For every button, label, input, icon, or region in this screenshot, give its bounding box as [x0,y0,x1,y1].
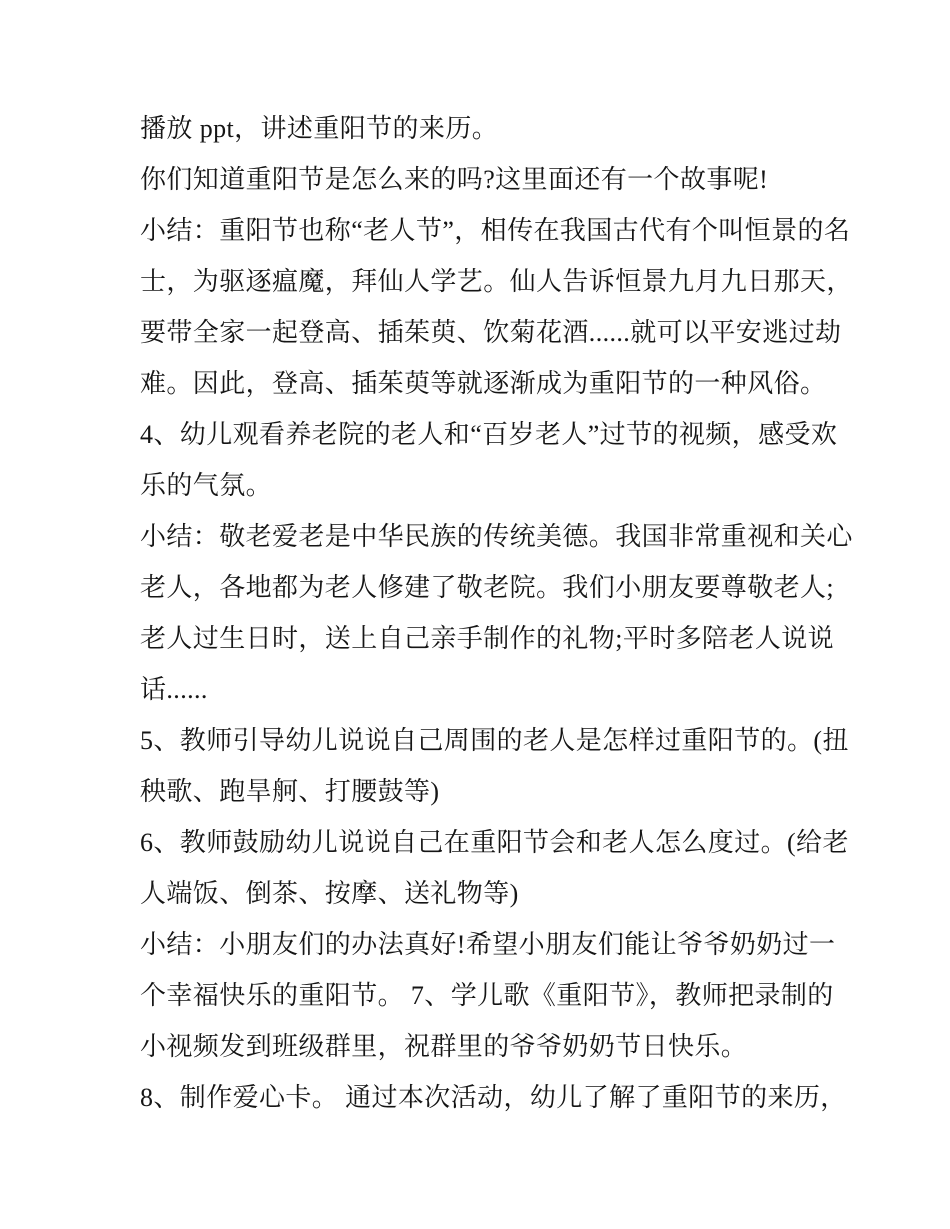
text-line: 5、教师引导幼儿说说自己周围的老人是怎样过重阳节的。(扭 [140,726,849,755]
text-line: 话...... [140,675,208,704]
text-line: 小视频发到班级群里，祝群里的爷爷奶奶节日快乐。 [140,1032,748,1061]
text-line: 你们知道重阳节是怎么来的吗?这里面还有一个故事呢! [140,165,769,194]
text-line: 士，为驱逐瘟魔，拜仙人学艺。仙人告诉恒景九月九日那天， [140,267,853,296]
text-line: 6、教师鼓励幼儿说说自己在重阳节会和老人怎么度过。(给老 [140,828,849,857]
text-line: 8、制作爱心卡。 通过本次活动，幼儿了解了重阳节的来历， [140,1083,847,1112]
text-line: 小结：敬老爱老是中华民族的传统美德。我国非常重视和关心 [140,522,853,551]
text-line: 小结：小朋友们的办法真好!希望小朋友们能让爷爷奶奶过一 [140,930,836,959]
text-line: 老人过生日时，送上自己亲手制作的礼物;平时多陪老人说说 [140,624,835,653]
text-line: 人端饭、倒茶、按摩、送礼物等) [140,879,519,908]
text-line: 小结：重阳节也称“老人节”，相传在我国古代有个叫恒景的名 [140,216,851,245]
text-line: 4、幼儿观看养老院的老人和“百岁老人”过节的视频，感受欢 [140,420,838,449]
text-line: 难。因此，登高、插茱萸等就逐渐成为重阳节的一种风俗。 [140,369,827,398]
text-line: 乐的气氛。 [140,471,273,500]
text-line: 秧歌、跑旱舸、打腰鼓等) [140,777,440,806]
text-line: 播放 ppt，讲述重阳节的来历。 [140,114,499,143]
text-line: 个幸福快乐的重阳节。 7、学儿歌《重阳节》，教师把录制的 [140,981,834,1010]
text-line: 要带全家一起登高、插茱萸、饮菊花酒......就可以平安逃过劫 [140,318,842,347]
text-line: 老人，各地都为老人修建了敬老院。我们小朋友要尊敬老人; [140,573,835,602]
document-text-block [140,103,853,1123]
